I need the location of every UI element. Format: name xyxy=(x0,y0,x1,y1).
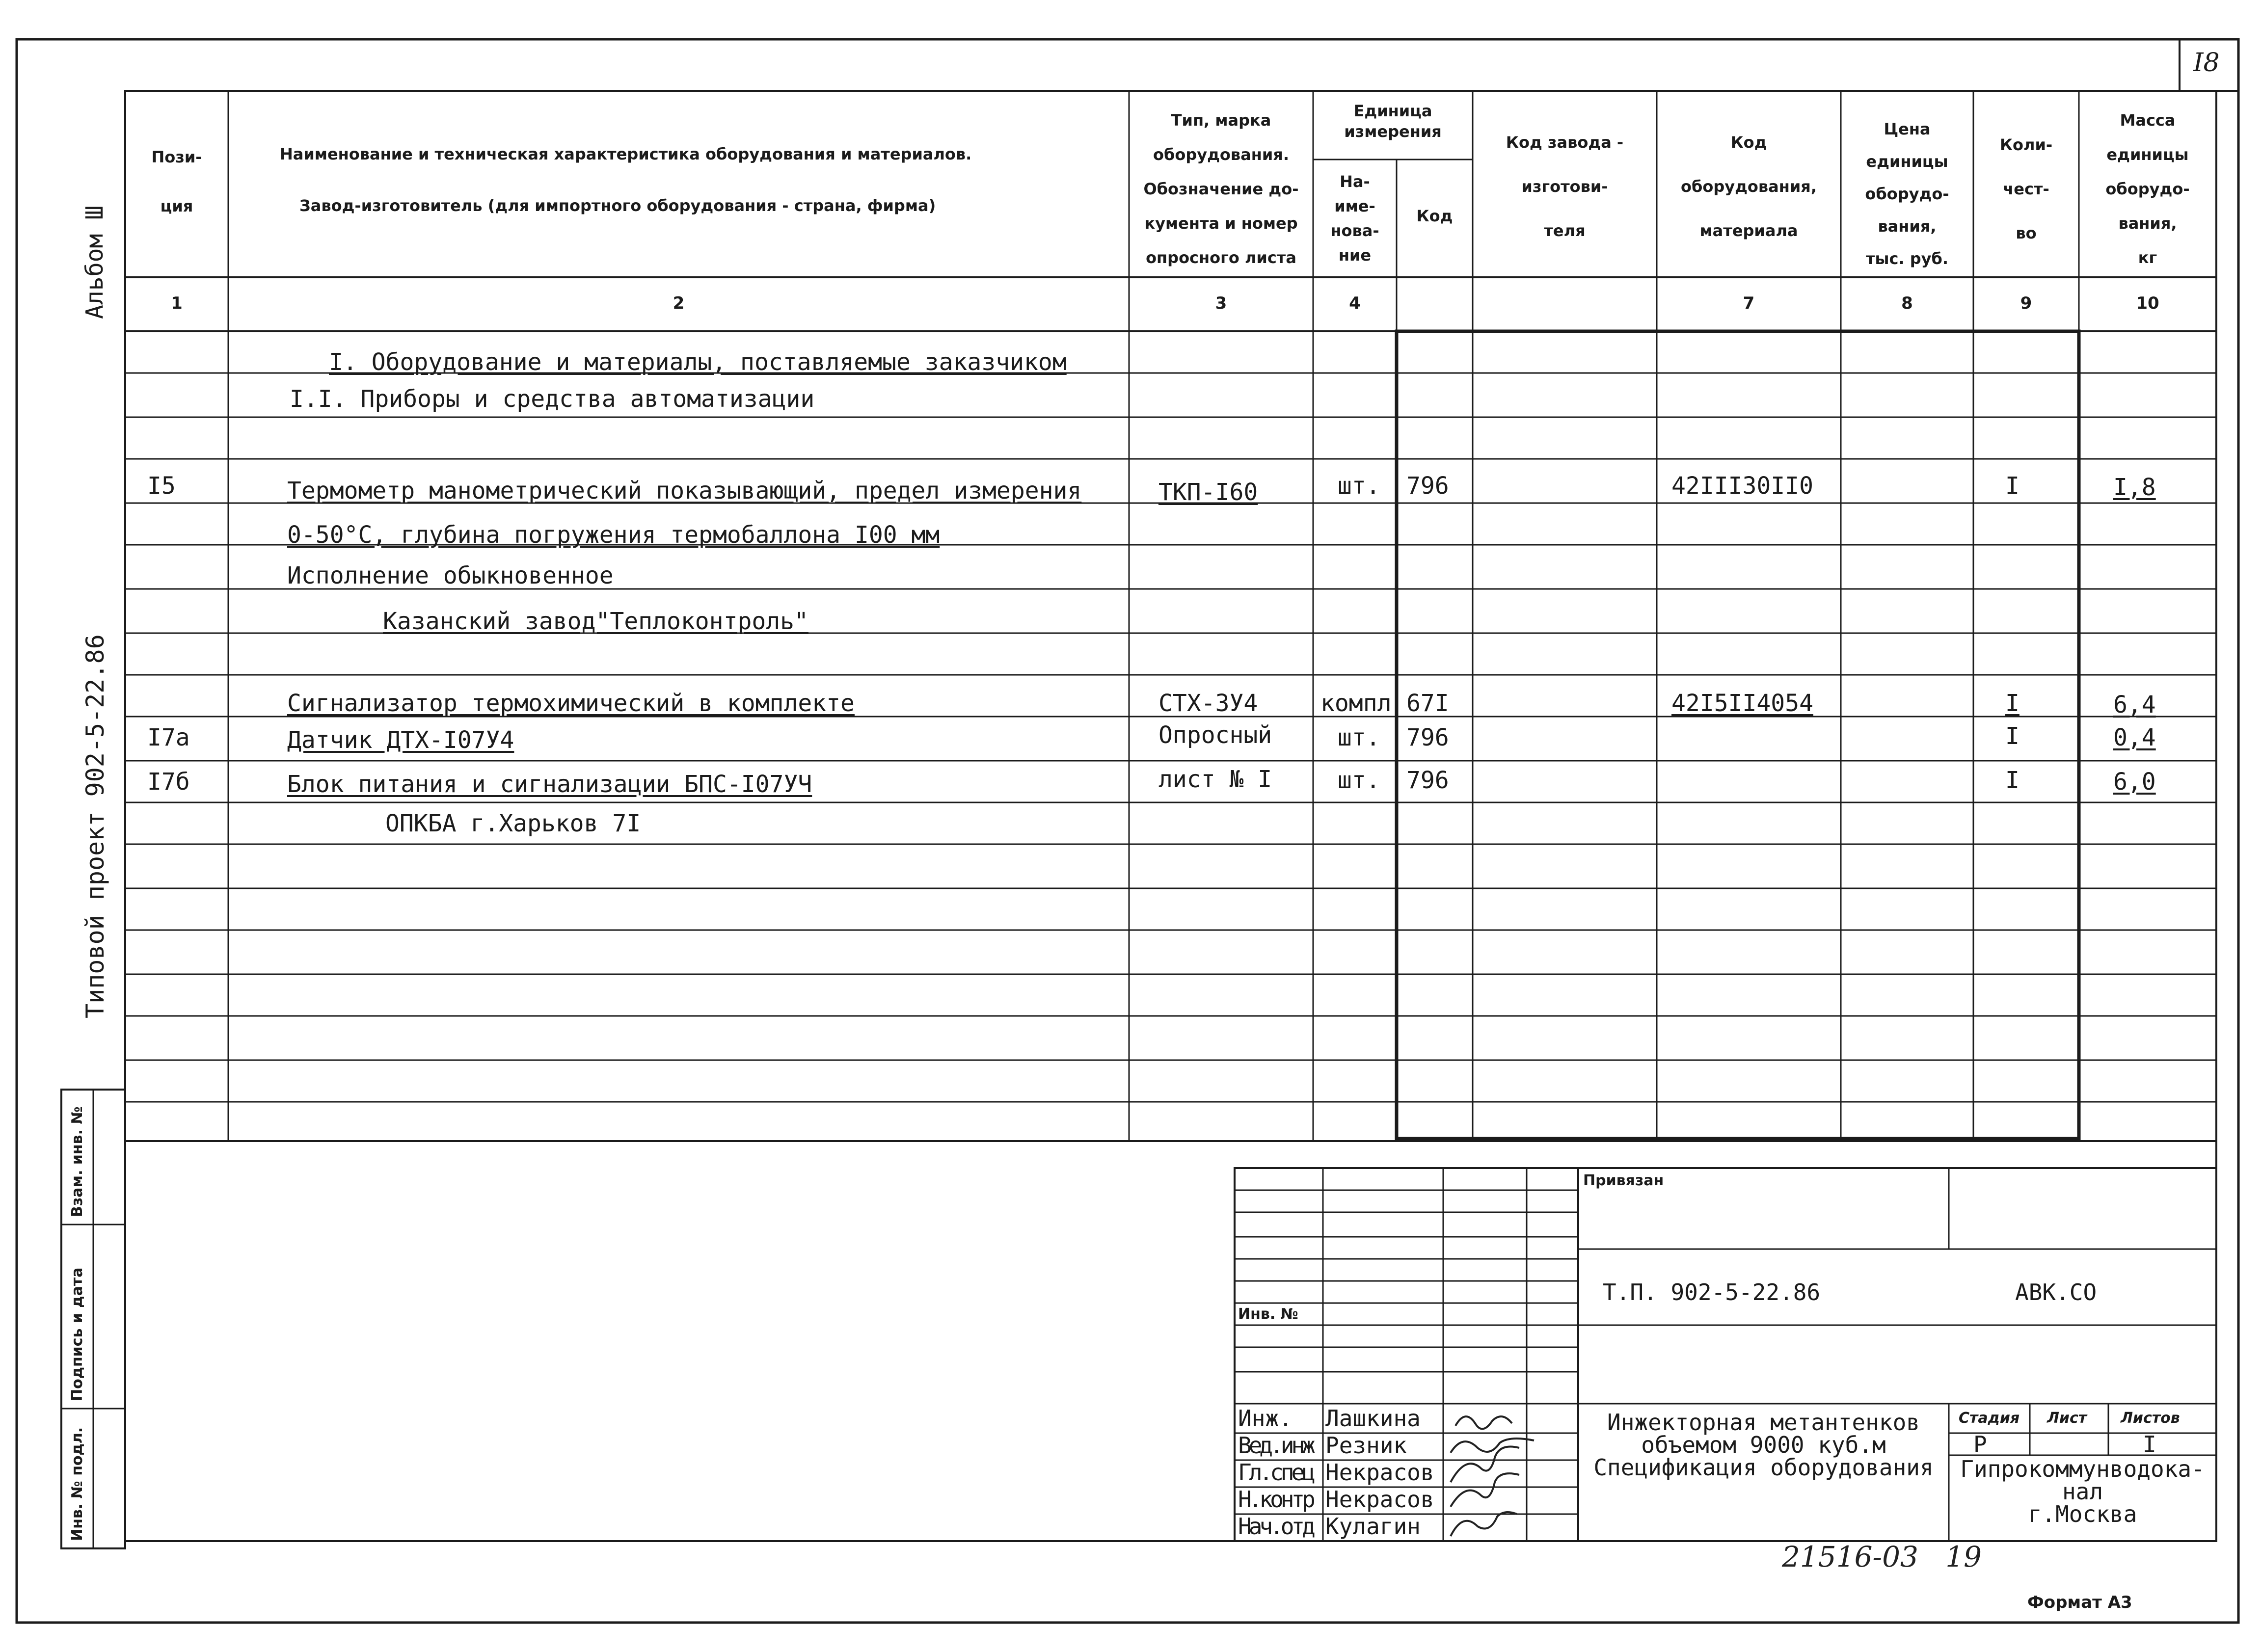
row1-position: I5 xyxy=(147,472,176,500)
row5-name: Сигнализатор термохимический в комплекте xyxy=(287,690,855,717)
header-material-code: Код оборудования, материала xyxy=(1681,133,1817,240)
row5-type: СТХ-3У4 xyxy=(1158,690,1258,717)
stamp-label-sign-date: Подпись и дата xyxy=(69,1267,86,1401)
tb-sheets-value: I xyxy=(2143,1431,2156,1458)
row5-mass: 6,4 xyxy=(2113,691,2156,719)
row4-name: Казанский завод"Теплоконтроль" xyxy=(383,608,808,635)
row6-position: I7а xyxy=(147,724,190,751)
tb-sheets-label: Листов xyxy=(2121,1410,2180,1427)
column-number-7: 7 xyxy=(1743,293,1755,313)
column-number-3: 3 xyxy=(1215,293,1227,313)
header-mass: Масса единицы оборудо- вания, кг xyxy=(2105,111,2190,267)
stamp-label-replace: Взам. инв. № xyxy=(69,1106,86,1217)
row1-unit-code: 796 xyxy=(1406,472,1449,500)
stamp-label-original: Инв. № подл. xyxy=(69,1427,86,1541)
row3-name: Исполнение обыкновенное xyxy=(287,562,614,589)
column-number-9: 9 xyxy=(2020,293,2032,313)
column-number-1: 1 xyxy=(171,293,183,313)
tb-organization: Гипрокоммунводока- нал г.Москва xyxy=(1960,1456,2205,1527)
row7-name: Блок питания и сигнализации БПС-I07УЧ xyxy=(287,771,812,798)
header-name-line1: Наименование и техническая характеристика оборудования и материалов. xyxy=(280,145,972,163)
row7-position: I7б xyxy=(147,768,190,796)
row6-quantity: I xyxy=(2005,722,2020,750)
row1-material-code: 42III30II0 xyxy=(1671,472,1813,500)
tb-name-2: Резник xyxy=(1325,1432,1407,1459)
section-title: I. Оборудование и материалы, поставляемые заказчиком xyxy=(329,348,1067,376)
tb-privyazan-label: Привязан xyxy=(1583,1172,1664,1189)
header-price: Цена единицы оборудо- вания, тыс. руб. xyxy=(1865,120,1949,268)
tb-object-title: Инжекторная метантенков объемом 9000 куб.м Спецификация оборудования xyxy=(1593,1409,1934,1481)
header-quantity: Коли- чест- во xyxy=(1999,135,2053,242)
header-unit-code: Код xyxy=(1416,207,1453,225)
header-unit-name: На- име- нова- ние xyxy=(1330,172,1379,265)
row1-mass: I,8 xyxy=(2113,474,2156,501)
row1-type: ТКП-I60 xyxy=(1158,479,1258,506)
row7-unit: шт. xyxy=(1338,767,1380,794)
row6-unit-code: 796 xyxy=(1406,724,1449,751)
sheet-number: I8 xyxy=(2193,48,2220,78)
row6-unit: шт. xyxy=(1338,724,1380,751)
tb-mark: АВК.СО xyxy=(2015,1279,2097,1306)
album-label: Альбом Ш xyxy=(81,205,108,319)
row5-material-code: 42I5II4054 xyxy=(1671,690,1813,717)
project-label: Типовой проект 902-5-22.86 xyxy=(81,634,109,1018)
tb-doc-code: Т.П. 902-5-22.86 xyxy=(1603,1279,1821,1306)
header-factory-code: Код завода - изготови- теля xyxy=(1506,133,1624,240)
column-number-2: 2 xyxy=(673,293,685,313)
header-unit: Единица измерения xyxy=(1344,102,1442,141)
tb-name-4: Некрасов xyxy=(1325,1486,1434,1513)
column-number-10: 10 xyxy=(2136,293,2159,313)
tb-name-3: Некрасов xyxy=(1325,1459,1434,1486)
format-label: Формат А3 xyxy=(2027,1593,2132,1612)
column-number-8: 8 xyxy=(1901,293,1913,313)
header-type: Тип, марка оборудования. Обозначение до- кумента и номер опросного листа xyxy=(1143,111,1299,267)
tb-role-5: Нач.отд xyxy=(1238,1513,1313,1540)
header-name-line2: Завод-изготовитель (для импортного оборудования - страна, фирма) xyxy=(299,196,936,215)
tb-role-2: Вед.инж xyxy=(1238,1432,1313,1459)
row1-unit: шт. xyxy=(1338,472,1380,500)
tb-sheet-label: Лист xyxy=(2047,1410,2087,1427)
row5-unit: компл xyxy=(1320,690,1392,717)
tb-role-4: Н.контр xyxy=(1238,1486,1313,1513)
row7-quantity: I xyxy=(2005,767,2020,794)
subsection-title: I.I. Приборы и средства автоматизации xyxy=(290,385,815,413)
row6-name: Датчик ДТХ-I07У4 xyxy=(287,726,514,754)
row5-unit-code: 67I xyxy=(1406,690,1449,717)
row6-type: Опросный xyxy=(1158,721,1272,749)
tb-stage-value: Р xyxy=(1973,1431,1987,1458)
row1-quantity: I xyxy=(2005,472,2020,500)
tb-role-3: Гл.спец xyxy=(1238,1459,1313,1486)
row1-name: Термометр манометрический показывающий, предел измерения xyxy=(287,477,1082,505)
row7-unit-code: 796 xyxy=(1406,767,1449,794)
row7-mass: 6,0 xyxy=(2113,768,2156,796)
tb-name-5: Кулагин xyxy=(1325,1513,1421,1540)
column-number-4: 4 xyxy=(1349,293,1361,313)
tb-name-1: Лашкина xyxy=(1325,1405,1421,1432)
tb-role-1: Инж. xyxy=(1238,1405,1293,1432)
row5-quantity: I xyxy=(2005,690,2020,717)
row8-name: ОПКБА г.Харьков 7I xyxy=(385,810,641,837)
header-position: Пози- ция xyxy=(151,148,202,215)
row7-type: лист № I xyxy=(1158,766,1272,793)
row2-name: 0-50°С, глубина погружения термобаллона I00 мм xyxy=(287,521,940,549)
row6-mass: 0,4 xyxy=(2113,724,2156,751)
tb-stage-label: Стадия xyxy=(1959,1410,2020,1427)
handwritten-archive-number: 21516-03 19 xyxy=(1782,1540,1982,1573)
tb-inv-label: Инв. № xyxy=(1238,1306,1298,1323)
